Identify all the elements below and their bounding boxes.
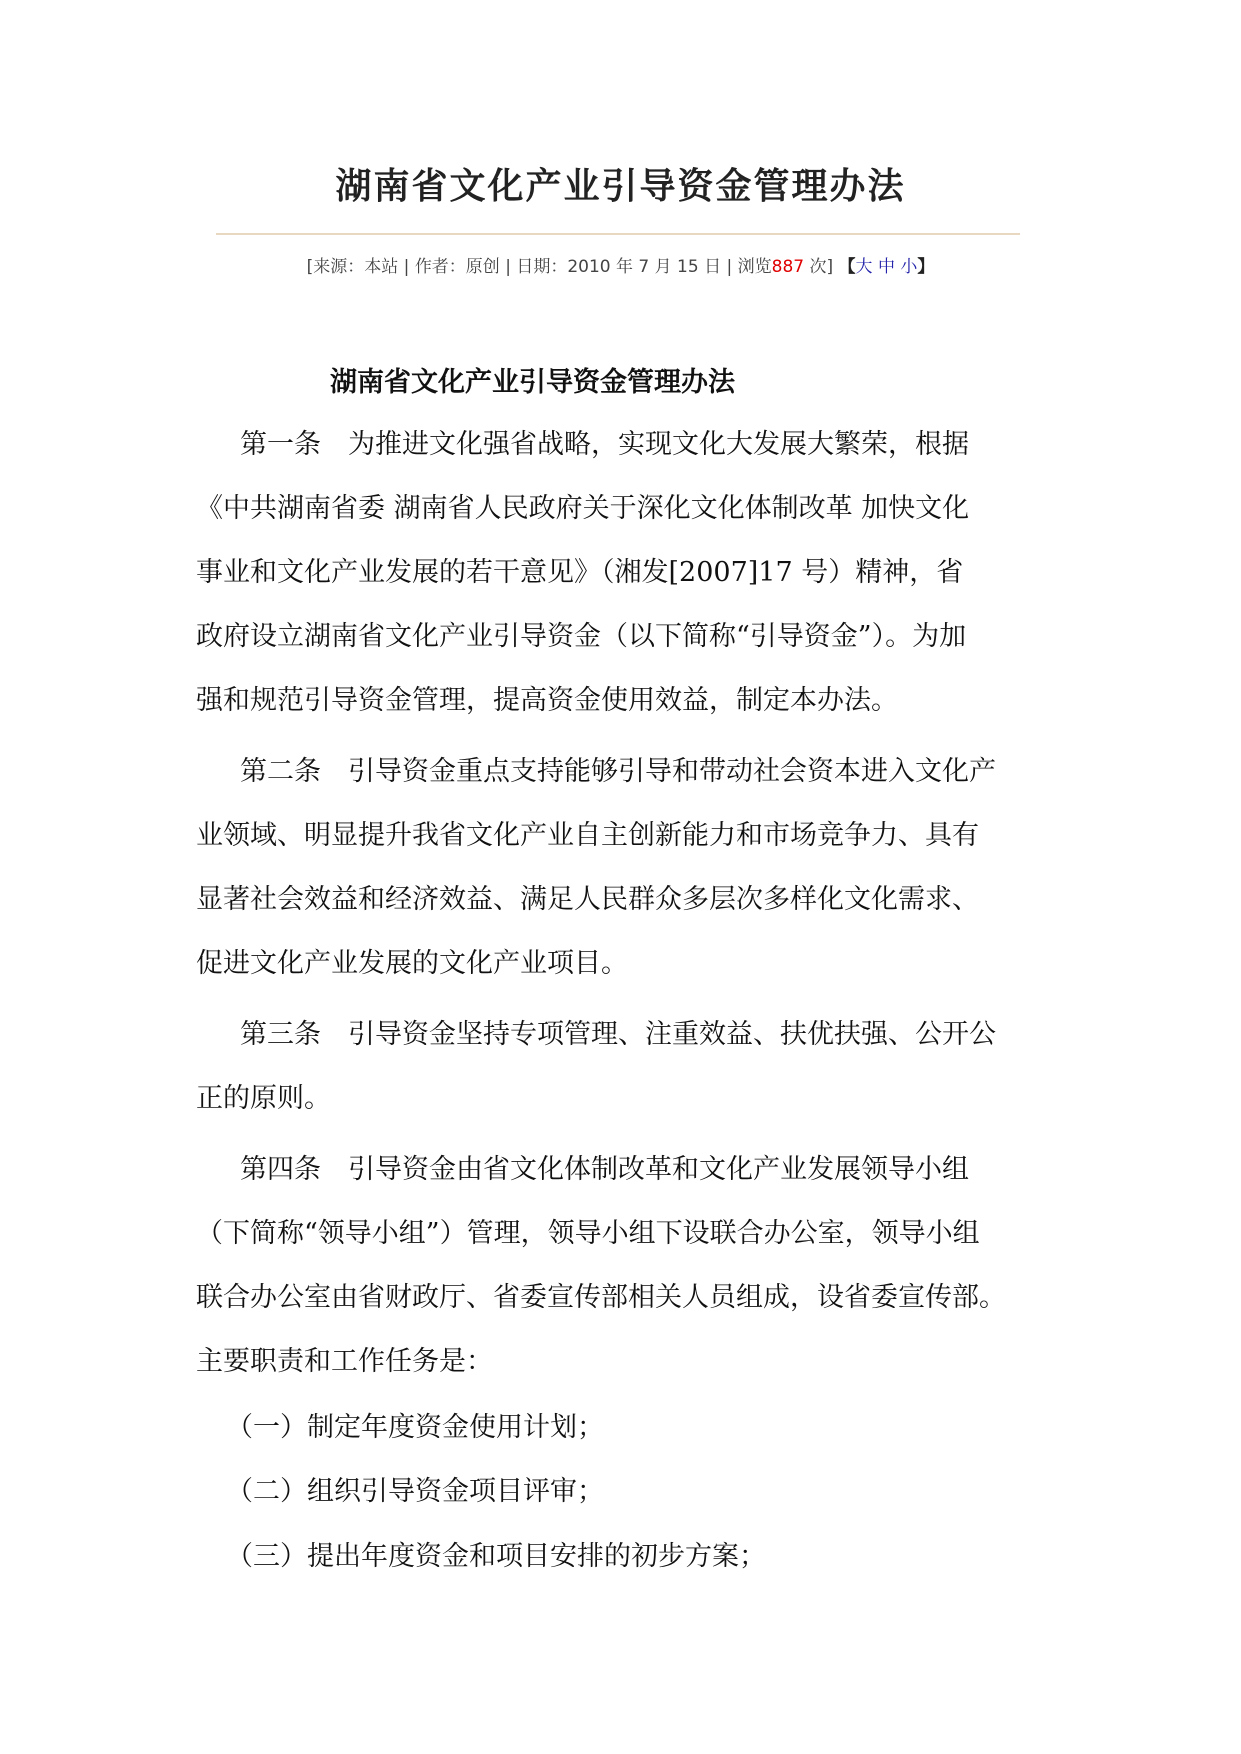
body-line: 第四条 引导资金由省文化体制改革和文化产业发展领导小组 <box>240 1154 969 1185</box>
body-line: 正的原则。 <box>196 1083 331 1114</box>
meta-separator: | <box>499 257 517 277</box>
meta-separator: | <box>398 257 415 277</box>
article-meta <box>0 252 1241 277</box>
meta-date: 日期：2010 年 7 月 15 日 <box>516 257 722 277</box>
meta-views-count: 887 <box>771 257 805 277</box>
body-line: （下简称“领导小组”）管理，领导小组下设联合办公室，领导小组 <box>196 1218 980 1249</box>
font-size-small-link[interactable]: 小 <box>900 257 918 277</box>
body-line: 强和规范引导资金管理，提高资金使用效益，制定本办法。 <box>196 685 898 716</box>
body-line: 第三条 引导资金坚持专项管理、注重效益、扶优扶强、公开公 <box>240 1019 996 1050</box>
body-line: 第二条 引导资金重点支持能够引导和带动社会资本进入文化产 <box>240 756 996 787</box>
meta-views-suffix: 次] <box>804 257 834 277</box>
body-line: 联合办公室由省财政厅、省委宣传部相关人员组成，设省委宣传部。 <box>196 1282 1006 1313</box>
meta-author: 作者：原创 <box>414 257 500 277</box>
font-size-open-bracket: 【 <box>838 257 856 277</box>
body-line: 促进文化产业发展的文化产业项目。 <box>196 948 628 979</box>
font-size-large-link[interactable]: 大 <box>855 257 873 277</box>
body-line: 事业和文化产业发展的若干意见》（湘发[2007]17 号）精神，省 <box>196 557 964 588</box>
body-line: 《中共湖南省委 湖南省人民政府关于深化文化体制改革 加快文化 <box>196 493 970 524</box>
body-line: 主要职责和工作任务是： <box>196 1346 493 1377</box>
article-title: 湖南省文化产业引导资金管理办法 <box>330 367 735 398</box>
meta-views-prefix: 浏览 <box>737 257 772 277</box>
list-item: （三）提出年度资金和项目安排的初步方案； <box>226 1541 766 1572</box>
body-line: 业领域、明显提升我省文化产业自主创新能力和市场竞争力、具有 <box>196 820 979 851</box>
font-size-medium-link[interactable]: 中 <box>877 257 895 277</box>
meta-separator: | <box>721 257 738 277</box>
page-title: 湖南省文化产业引导资金管理办法 <box>335 165 906 207</box>
font-size-close-bracket: 】 <box>917 257 935 277</box>
meta-source: 来源：本站 <box>313 257 399 277</box>
list-item: （二）组织引导资金项目评审； <box>226 1476 604 1507</box>
meta-open-bracket: [ <box>306 257 314 277</box>
body-line: 政府设立湖南省文化产业引导资金（以下简称“引导资金”）。为加 <box>196 621 967 652</box>
list-item: （一）制定年度资金使用计划； <box>226 1412 604 1443</box>
body-line: 第一条 为推进文化强省战略，实现文化大发展大繁荣，根据 <box>240 429 969 460</box>
body-line: 显著社会效益和经济效益、满足人民群众多层次多样化文化需求、 <box>196 884 979 915</box>
title-divider <box>216 233 1020 235</box>
